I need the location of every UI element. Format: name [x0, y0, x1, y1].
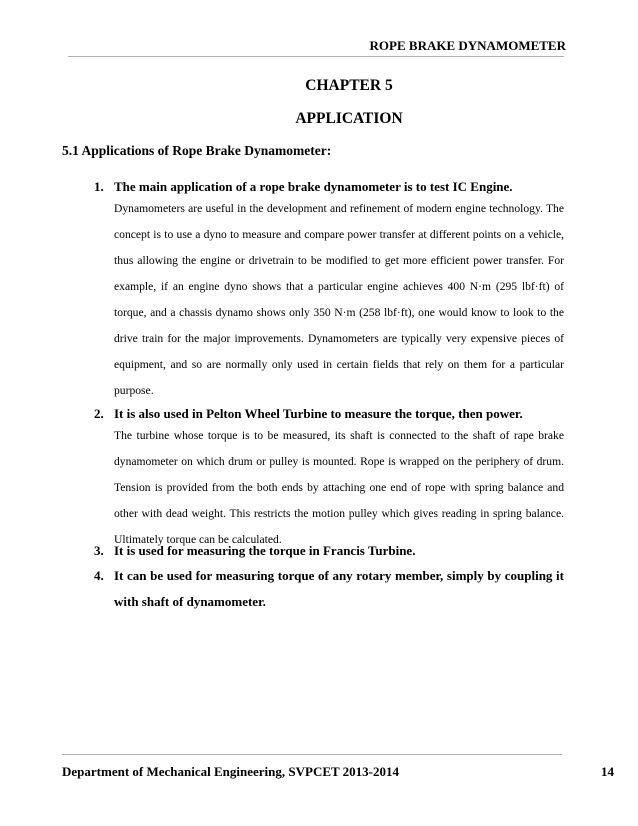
applications-list-item-3 [94, 542, 564, 560]
list-item-title: It is also used in Pelton Wheel Turbine to measure the torque, then power. [114, 406, 523, 421]
page-number: 14 [601, 764, 614, 779]
applications-list [94, 178, 564, 404]
list-item-heading [94, 542, 564, 560]
list-item-title: It is used for measuring the torque in Francis Turbine. [114, 543, 416, 558]
applications-list-item-2 [94, 405, 564, 553]
running-header: ROPE BRAKE DYNAMOMETER [369, 38, 566, 53]
list-item-title: The main application of a rope brake dynamometer is to test IC Engine. [114, 179, 513, 194]
footer-department: Department of Mechanical Engineering, SVPCET 2013-2014 [62, 764, 400, 779]
list-item-heading [94, 178, 564, 196]
list-item-number: 1. [94, 179, 104, 194]
list-item-heading [94, 563, 564, 615]
list-item-number: 4. [94, 568, 104, 583]
header-divider [68, 56, 564, 57]
list-item-body: The turbine whose torque is to be measured, its shaft is connected to the shaft of rape brake dynamometer on which drum or pulley is mounted. Rope is wrapped on the periphery of drum. Tension is provided from the both ends by attaching one end of rope with spring balance and other with dead weight. This restricts the motion pulley which gives reading in spring balance. Ultimately torque can be calculated. [114, 429, 564, 546]
list-item-title: It can be used for measuring torque of any rotary member, simply by coupling it with shaft of dynamometer. [114, 568, 564, 609]
section-heading: 5.1 Applications of Rope Brake Dynamometer: [62, 143, 332, 158]
list-item-body: Dynamometers are useful in the development and refinement of modern engine technology. The concept is to use a dyno to measure and compare power transfer at different points on a vehicle, thus allowing the engine or drivetrain to be modified to get more efficient power transfer. For example, if an engine dyno shows that a particular engine achieves 400 N·m (295 lbf·ft) of torque, and a chassis dynamo shows only 350 N·m (258 lbf·ft), one would know to look to the drive train for the major improvements. Dynamometers are typically very expensive pieces of equipment, and so are normally only used in certain fields that rely on them for a particular purpose. [114, 202, 564, 397]
list-item-number: 3. [94, 543, 104, 558]
applications-list-item-4 [94, 563, 564, 615]
list-item-number: 2. [94, 406, 104, 421]
chapter-number: CHAPTER 5 [305, 77, 393, 94]
list-item-heading [94, 405, 564, 423]
chapter-title: APPLICATION [295, 110, 403, 127]
footer-divider [62, 754, 562, 755]
